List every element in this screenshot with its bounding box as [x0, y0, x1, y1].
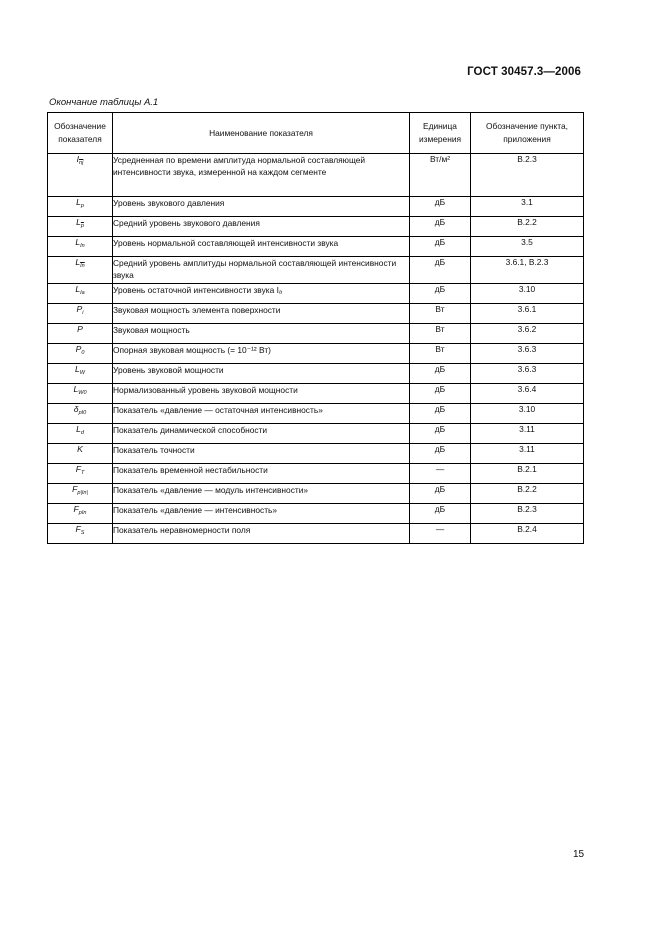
row-symbol	[48, 257, 113, 284]
row-name: Показатель «давление — остаточная интенсивность»	[113, 404, 410, 424]
row-unit: дБ	[410, 257, 471, 284]
row-reference: 3.6.3	[471, 344, 584, 364]
symbol-subscript: W	[79, 370, 85, 376]
row-name: Уровень нормальной составляющей интенсивности звука	[113, 237, 410, 257]
row-symbol	[48, 304, 113, 324]
row-unit: дБ	[410, 217, 471, 237]
table-row	[48, 484, 584, 504]
symbol-main: P	[76, 304, 83, 314]
symbol-subscript: nj	[79, 160, 84, 166]
symbol-main: L	[73, 384, 79, 394]
row-name: Показатель «давление — модуль интенсивности»	[113, 484, 410, 504]
header-ref: Обозначение пункта, приложения	[471, 113, 584, 154]
row-reference: 3.6.3	[471, 364, 584, 384]
table-row	[48, 154, 584, 197]
row-reference: 3.6.1	[471, 304, 584, 324]
symbol-main: L	[76, 197, 81, 207]
row-name: Уровень звукового давления	[113, 197, 410, 217]
row-name: Показатель точности	[113, 444, 410, 464]
table-row	[48, 237, 584, 257]
row-symbol	[48, 237, 113, 257]
table-caption: Окончание таблицы А.1	[49, 97, 159, 108]
row-unit: дБ	[410, 444, 471, 464]
row-unit: Вт	[410, 324, 471, 344]
row-reference: В.2.1	[471, 464, 584, 484]
row-reference: 3.10	[471, 284, 584, 304]
symbol-main: P	[75, 344, 82, 354]
header-name: Наименование показателя	[113, 113, 410, 154]
row-reference: В.2.3	[471, 504, 584, 524]
row-reference: В.2.2	[471, 484, 584, 504]
header-symbol: Обозначение показателя	[48, 113, 113, 154]
row-name: Опорная звуковая мощность (= 10⁻¹² Вт)	[113, 344, 410, 364]
row-symbol	[48, 384, 113, 404]
row-unit: дБ	[410, 284, 471, 304]
symbol-subscript: T	[80, 470, 85, 476]
row-reference: 3.5	[471, 237, 584, 257]
symbol-main: L	[75, 284, 81, 294]
row-unit: —	[410, 524, 471, 544]
row-unit: дБ	[410, 384, 471, 404]
row-unit: —	[410, 464, 471, 484]
symbol-subscript: S	[80, 530, 85, 536]
row-reference: 3.6.2	[471, 324, 584, 344]
table-row	[48, 344, 584, 364]
symbol-subscript: pIn	[78, 510, 87, 516]
symbol-main: L	[75, 364, 80, 374]
symbol-subscript: p	[80, 223, 84, 229]
row-unit: дБ	[410, 364, 471, 384]
row-name: Показатель динамической способности	[113, 424, 410, 444]
row-symbol	[48, 197, 113, 217]
row-name: Усредненная по времени амплитуда нормальной составляющей интенсивности звука, измеренной на каждом сегменте	[113, 154, 410, 197]
symbol-main: F	[75, 524, 81, 534]
symbol-subscript: i	[82, 310, 84, 316]
table-row	[48, 464, 584, 484]
symbol-main: F	[73, 504, 79, 514]
page-number: 15	[573, 849, 585, 860]
table-row	[48, 217, 584, 237]
row-name: Показатель «давление — интенсивность»	[113, 504, 410, 524]
symbol-subscript: Ia	[80, 290, 85, 296]
table-row	[48, 364, 584, 384]
symbol-main: K	[77, 444, 83, 454]
symbol-subscript: p|In|	[77, 490, 88, 496]
row-symbol	[48, 524, 113, 544]
symbol-subscript: pI0	[78, 410, 87, 416]
row-symbol	[48, 284, 113, 304]
indicator-table	[47, 112, 584, 544]
row-unit: Вт/м²	[410, 154, 471, 197]
table-row	[48, 284, 584, 304]
row-name: Средний уровень звукового давления	[113, 217, 410, 237]
standard-number: ГОСТ 30457.3—2006	[467, 66, 581, 78]
symbol-main: δ	[73, 404, 79, 414]
header-unit: Единица измерения	[410, 113, 471, 154]
row-reference: В.2.2	[471, 217, 584, 237]
row-name: Уровень остаточной интенсивности звука Iₐ	[113, 284, 410, 304]
table-row	[48, 404, 584, 424]
symbol-main: L	[76, 424, 81, 434]
symbol-subscript: p	[80, 203, 84, 209]
symbol-main: L	[76, 217, 81, 227]
row-symbol	[48, 424, 113, 444]
table-row	[48, 384, 584, 404]
symbol-main: L	[75, 237, 81, 247]
symbol-main: L	[75, 257, 81, 267]
row-unit: дБ	[410, 484, 471, 504]
row-name: Показатель временной нестабильности	[113, 464, 410, 484]
symbol-subscript: In	[80, 243, 85, 249]
row-reference: 3.11	[471, 424, 584, 444]
row-symbol	[48, 364, 113, 384]
table-header-row	[48, 113, 584, 154]
row-unit: Вт	[410, 344, 471, 364]
symbol-subscript: 0	[81, 350, 85, 356]
row-name: Звуковая мощность	[113, 324, 410, 344]
table-row	[48, 504, 584, 524]
row-unit: дБ	[410, 404, 471, 424]
row-reference: 3.6.4	[471, 384, 584, 404]
row-symbol	[48, 504, 113, 524]
row-unit: дБ	[410, 197, 471, 217]
row-name: Нормализованный уровень звуковой мощности	[113, 384, 410, 404]
row-unit: дБ	[410, 424, 471, 444]
row-reference: В.2.3	[471, 154, 584, 197]
row-name: Звуковая мощность элемента поверхности	[113, 304, 410, 324]
row-symbol	[48, 464, 113, 484]
symbol-subscript: d	[80, 430, 84, 436]
row-name: Средний уровень амплитуды нормальной составляющей интенсивности звука	[113, 257, 410, 284]
table-row	[48, 324, 584, 344]
table-row	[48, 444, 584, 464]
row-unit: дБ	[410, 237, 471, 257]
row-symbol	[48, 154, 113, 197]
row-name: Показатель неравномерности поля	[113, 524, 410, 544]
row-reference: 3.1	[471, 197, 584, 217]
row-unit: дБ	[410, 504, 471, 524]
row-reference: 3.10	[471, 404, 584, 424]
row-symbol	[48, 404, 113, 424]
row-reference: В.2.4	[471, 524, 584, 544]
table-row	[48, 197, 584, 217]
table-row	[48, 257, 584, 284]
row-reference: 3.6.1, В.2.3	[471, 257, 584, 284]
row-symbol	[48, 324, 113, 344]
symbol-subscript: In	[80, 263, 85, 269]
symbol-main: I	[76, 154, 80, 164]
row-unit: Вт	[410, 304, 471, 324]
symbol-main: F	[75, 464, 81, 474]
symbol-main: F	[72, 484, 78, 494]
row-symbol	[48, 217, 113, 237]
row-reference: 3.11	[471, 444, 584, 464]
symbol-main: P	[77, 324, 83, 334]
symbol-subscript: W0	[78, 390, 87, 396]
row-name: Уровень звуковой мощности	[113, 364, 410, 384]
row-symbol	[48, 484, 113, 504]
table-row	[48, 524, 584, 544]
table-row	[48, 424, 584, 444]
table-row	[48, 304, 584, 324]
row-symbol	[48, 344, 113, 364]
row-symbol	[48, 444, 113, 464]
